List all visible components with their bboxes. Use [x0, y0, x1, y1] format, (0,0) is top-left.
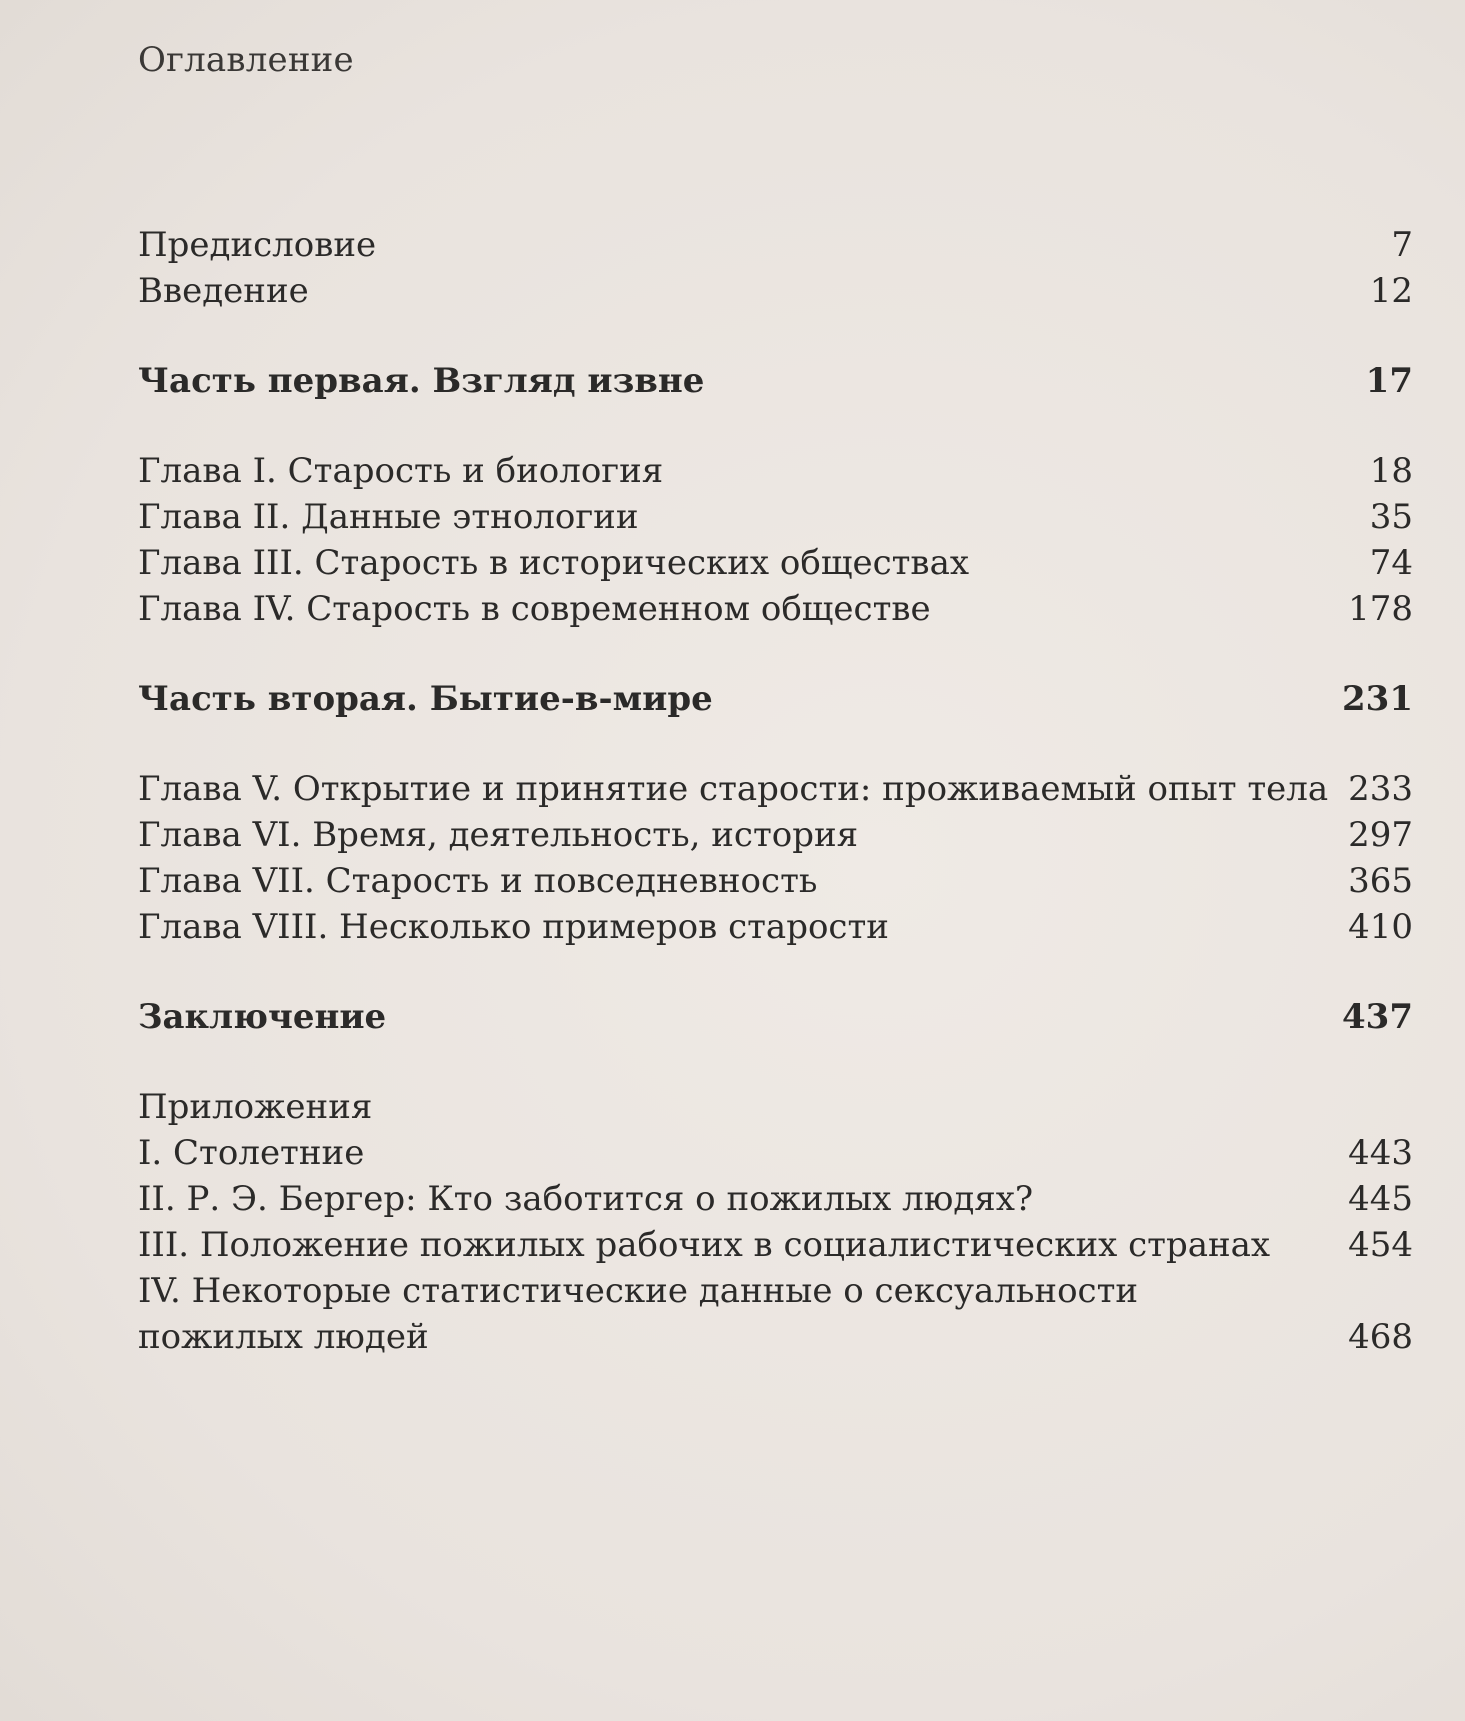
toc-entry-chapter-3[interactable]	[138, 540, 1413, 586]
toc-part-two[interactable]	[138, 676, 1413, 722]
table-of-contents	[138, 222, 1413, 1360]
toc-entry-page: 12	[1369, 271, 1413, 311]
toc-entry-title: Глава VII. Старость и повседневность	[138, 861, 818, 901]
toc-heading: Оглавление	[138, 40, 354, 80]
toc-entry-title: III. Положение пожилых рабочих в социалистических странах	[138, 1225, 1271, 1265]
toc-entry-page: 233	[1348, 769, 1413, 809]
toc-entry-title: Введение	[138, 271, 309, 311]
toc-entry-title: Глава I. Старость и биология	[138, 451, 664, 491]
toc-entry-page: 178	[1348, 589, 1413, 629]
toc-entry-title: Глава VI. Время, деятельность, история	[138, 815, 859, 855]
toc-entry-title: I. Столетние	[138, 1133, 365, 1173]
toc-entry-page: 18	[1369, 451, 1413, 491]
toc-entry-page: 74	[1369, 543, 1413, 583]
toc-part-one[interactable]	[138, 358, 1413, 404]
toc-appendices-heading: Приложения	[138, 1087, 373, 1127]
toc-entry-title: Глава III. Старость в исторических обществах	[138, 543, 970, 583]
toc-entry-title: Глава V. Открытие и принятие старости: проживаемый опыт тела	[138, 769, 1329, 809]
toc-part-page: 231	[1342, 679, 1413, 719]
toc-entry-page: 35	[1369, 497, 1413, 537]
toc-entry-page: 443	[1348, 1133, 1413, 1173]
toc-entry-preface[interactable]	[138, 222, 1413, 268]
toc-entry-title: Предисловие	[138, 225, 377, 265]
toc-entry-chapter-4[interactable]	[138, 586, 1413, 632]
toc-part-title: Часть первая. Взгляд извне	[138, 361, 705, 401]
toc-entry-chapter-7[interactable]	[138, 858, 1413, 904]
toc-entry-page: 468	[1348, 1317, 1413, 1357]
toc-entry-page: 445	[1348, 1179, 1413, 1219]
toc-entry-title-line-1: IV. Некоторые статистические данные о сексуальности	[138, 1271, 1139, 1311]
toc-entry-introduction[interactable]	[138, 268, 1413, 314]
toc-entry-chapter-2[interactable]	[138, 494, 1413, 540]
toc-entry-title: Глава II. Данные этнологии	[138, 497, 639, 537]
toc-entry-title: Глава IV. Старость в современном обществе	[138, 589, 931, 629]
toc-entry-page: 410	[1348, 907, 1413, 947]
toc-entry-page: 7	[1391, 225, 1413, 265]
toc-part-title: Заключение	[138, 997, 387, 1037]
toc-entry-title: Глава VIII. Несколько примеров старости	[138, 907, 889, 947]
toc-part-page: 437	[1342, 997, 1413, 1037]
toc-entry-appendix-3[interactable]	[138, 1222, 1413, 1268]
toc-entry-title: II. Р. Э. Бергер: Кто заботится о пожилых людях?	[138, 1179, 1034, 1219]
toc-part-page: 17	[1365, 361, 1413, 401]
toc-part-title: Часть вторая. Бытие-в-мире	[138, 679, 713, 719]
toc-entry-title	[138, 1268, 1138, 1360]
toc-entry-page: 365	[1348, 861, 1413, 901]
toc-entry-title-line-2: пожилых людей	[138, 1317, 429, 1357]
toc-entry-appendix-2[interactable]	[138, 1176, 1413, 1222]
toc-entry-chapter-1[interactable]	[138, 448, 1413, 494]
toc-entry-page: 297	[1348, 815, 1413, 855]
toc-conclusion[interactable]	[138, 994, 1413, 1040]
toc-entry-chapter-8[interactable]	[138, 904, 1413, 950]
toc-entry-appendix-4[interactable]	[138, 1268, 1413, 1360]
toc-entry-chapter-6[interactable]	[138, 812, 1413, 858]
toc-entry-page: 454	[1348, 1225, 1413, 1265]
toc-entry-chapter-5[interactable]	[138, 766, 1413, 812]
toc-entry-appendix-1[interactable]	[138, 1130, 1413, 1176]
